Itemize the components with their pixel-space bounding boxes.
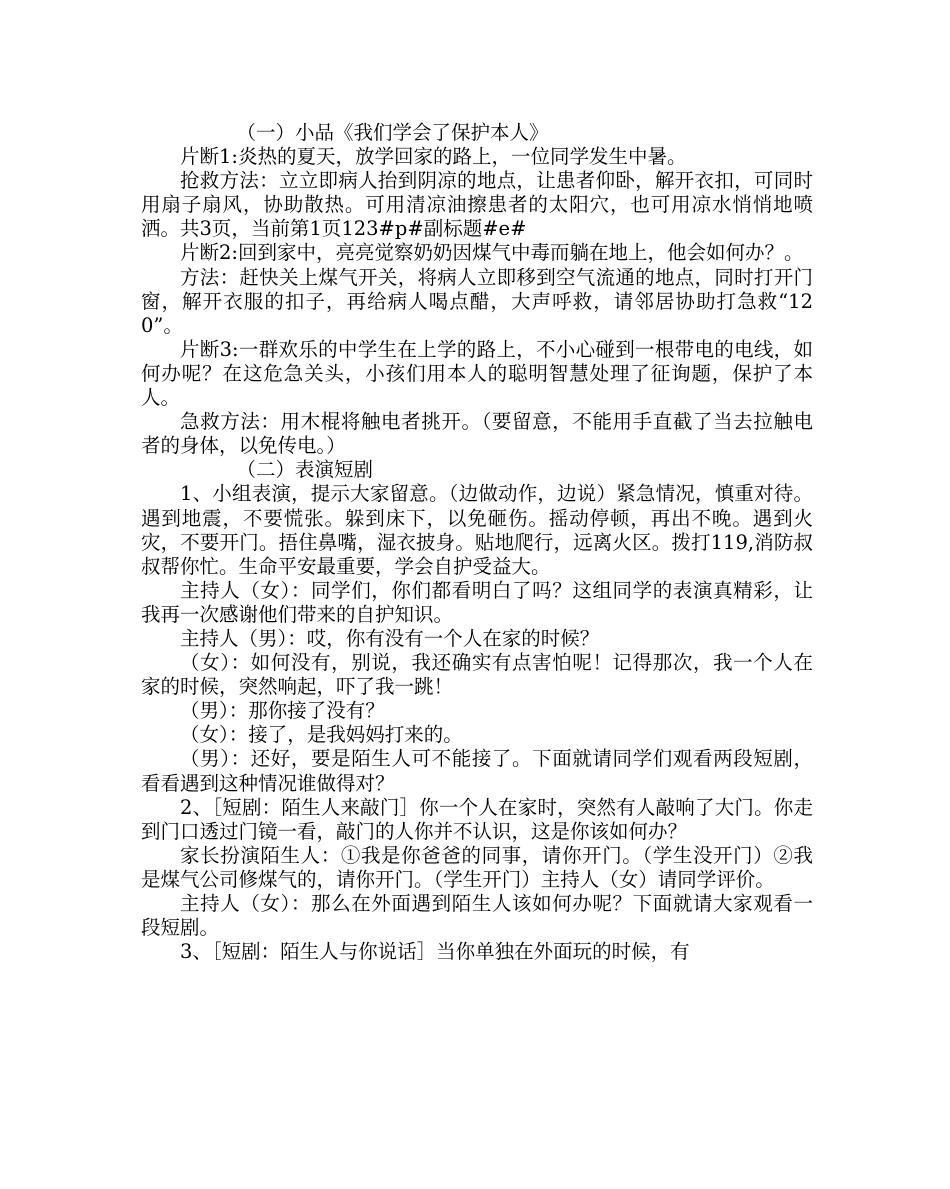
document-body: [141, 121, 813, 964]
paragraph: 主持人（女）：同学们，你们都看明白了吗？这组同学的表演真精彩，让我再一次感谢他们带来的自护知识。: [141, 578, 813, 626]
paragraph: （男）：那你接了没有？: [180, 699, 385, 723]
paragraph: 家长扮演陌生人：①我是你爸爸的同事，请你开门。（学生没开门）②我是煤气公司修煤气的，请你开门。（学生开门）主持人（女）请同学评价。: [141, 843, 813, 891]
paragraph: 急救方法：用木棍将触电者挑开。（要留意，不能用手直截了当去拉触电者的身体，以免传电。）: [141, 410, 813, 458]
paragraph: 3、［短剧：陌生人与你说话］当你单独在外面玩的时候，有: [180, 940, 690, 964]
section-heading: （一）小品《我们学会了保护本人》: [236, 121, 549, 144]
paragraph: 主持人（女）：那么在外面遇到陌生人该如何办呢？下面就请大家观看一段短剧。: [141, 892, 813, 940]
paragraph: 抢救方法：立立即病人抬到阴凉的地点，让患者仰卧，解开衣扣，可同时用扇子扇风，协助散热。可用清凉油擦患者的太阳穴，也可用凉水悄悄地喷洒。共3页，当前第1页123#p#副标题#e#: [141, 169, 813, 241]
paragraph: 片断1:炎热的夏天，放学回家的路上，一位同学发生中暑。: [180, 145, 687, 169]
section-heading: （二）表演短剧: [236, 458, 374, 482]
paragraph: 1、小组表演，提示大家留意。（边做动作，边说）紧急情况，慎重对待。遇到地震，不要慌张。躲到床下，以免砸伤。摇动停顿，再出不晚。遇到火灾，不要开门。捂住鼻嘴，湿衣披身。贴地爬行，远离火区。拨打119,消防叔叔帮你忙。生命平安最重要，学会自护受益大。: [141, 482, 813, 578]
paragraph: 主持人（男）：哎，你有没有一个人在家的时候？: [180, 626, 600, 650]
paragraph: 片断3:一群欢乐的中学生在上学的路上，不小心碰到一根带电的电线，如何办呢？在这危急关头，小孩们用本人的聪明智慧处理了征询题，保护了本人。: [141, 337, 813, 410]
paragraph: （男）：还好，要是陌生人可不能接了。下面就请同学们观看两段短剧，看看遇到这种情况谁做得对？: [141, 747, 813, 795]
paragraph: 片断2:回到家中，亮亮觉察奶奶因煤气中毒而躺在地上，他会如何办？。: [180, 241, 804, 265]
paragraph: 2、［短剧：陌生人来敲门］你一个人在家时，突然有人敲响了大门。你走到门口透过门镜一看，敲门的人你并不认识，这是你该如何办？: [141, 795, 813, 843]
paragraph: 方法：赶快关上煤气开关，将病人立即移到空气流通的地点，同时打开门窗，解开衣服的扣子，再给病人喝点醋，大声呼救，请邻居协助打急救“120”。: [141, 265, 813, 337]
paragraph: （女）：接了，是我妈妈打来的。: [180, 723, 463, 747]
paragraph: （女）：如何没有，别说，我还确实有点害怕呢！记得那次，我一个人在家的时候，突然响起，吓了我一跳！: [141, 651, 813, 699]
